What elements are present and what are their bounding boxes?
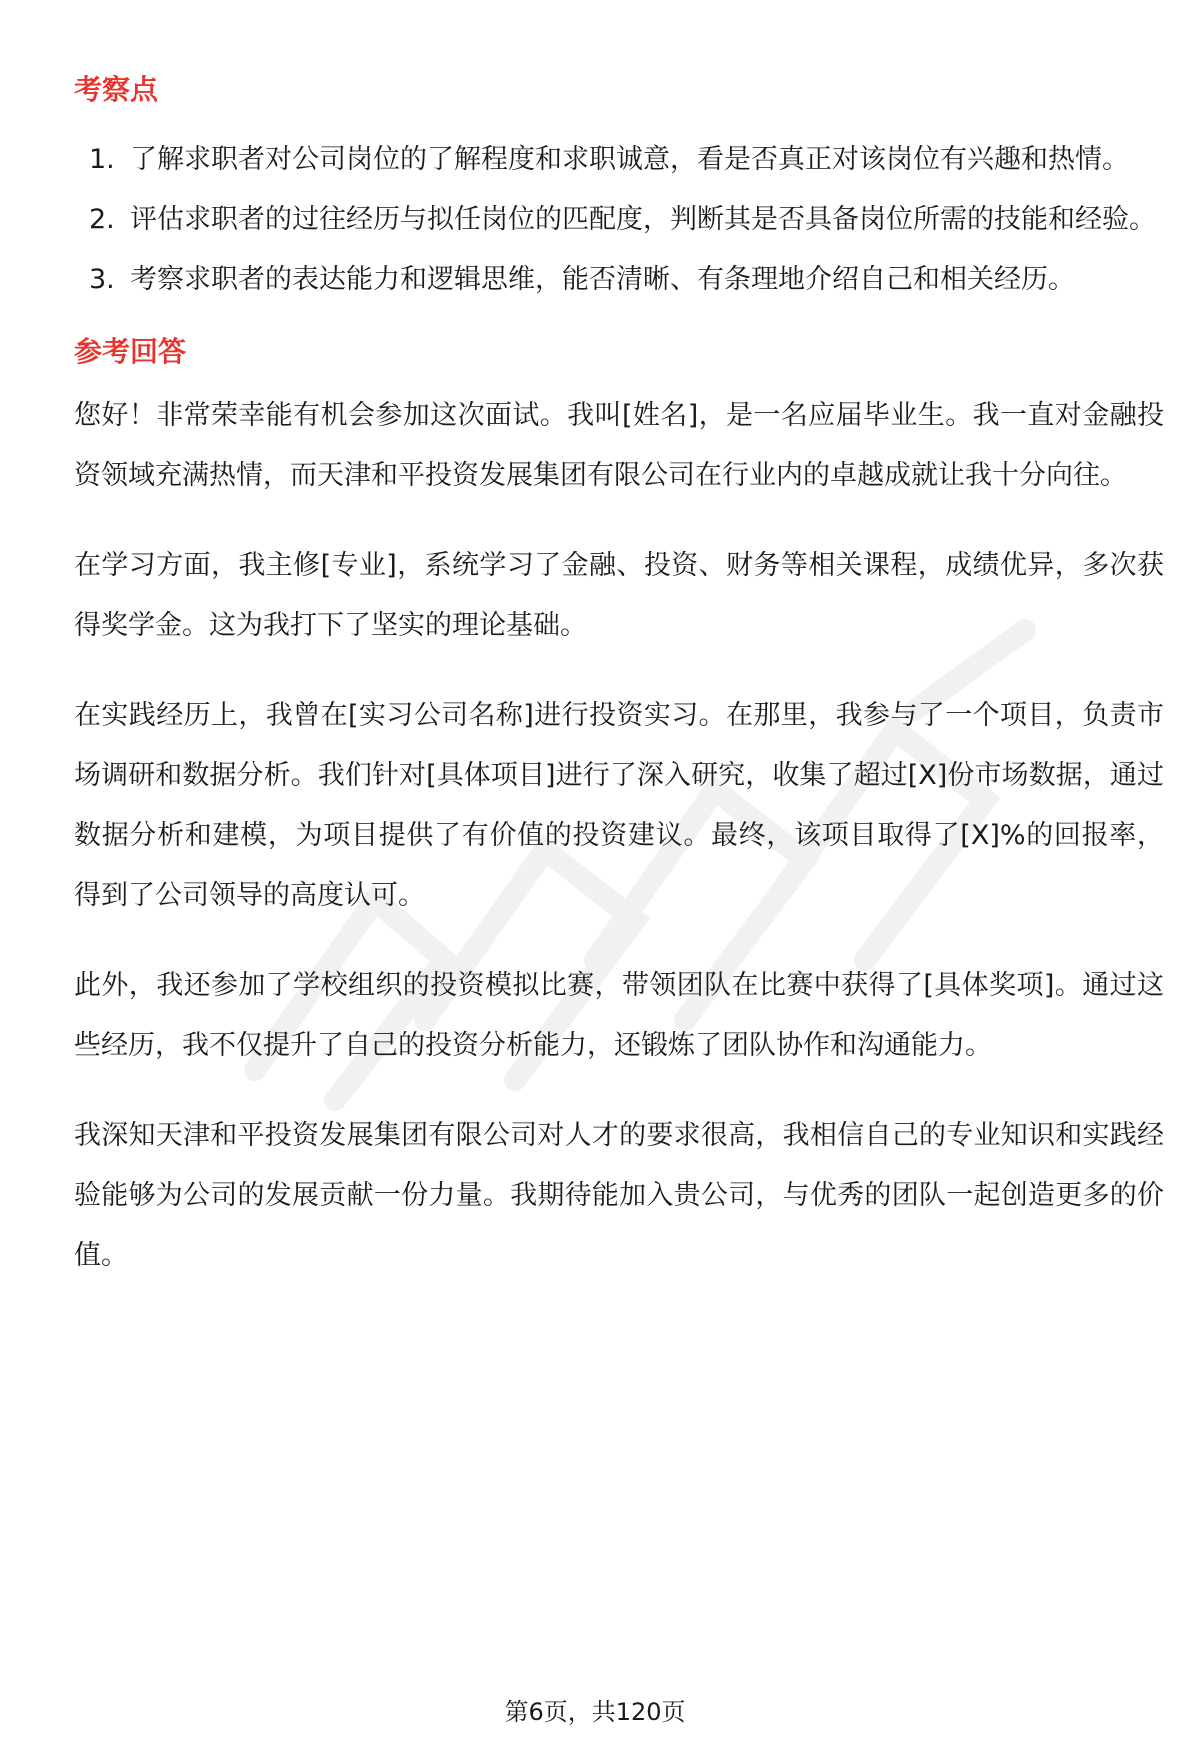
list-item-number: 3. (89, 264, 115, 295)
answer-paragraph-closing: 我深知天津和平投资发展集团有限公司对人才的要求很高，我相信自己的专业知识和实践经验能够为公司的发展贡献一份力量。我期待能加入贵公司，与优秀的团队一起创造更多的价值。 (74, 1120, 1164, 1271)
answer-paragraph-competition: 此外，我还参加了学校组织的投资模拟比赛，带领团队在比赛中获得了[具体奖项]。通过这些经历，我不仅提升了自己的投资分析能力，还锻炼了团队协作和沟通能力。 (74, 970, 1164, 1061)
page-content (74, 70, 1164, 1316)
list-item (74, 190, 1164, 250)
list-item-text: 了解求职者对公司岗位的了解程度和求职诚意，看是否真正对该岗位有兴趣和热情。 (130, 144, 1129, 175)
key-points-heading: 考察点 (74, 73, 159, 106)
answer-heading: 参考回答 (74, 335, 187, 368)
answer-paragraph-study: 在学习方面，我主修[专业]，系统学习了金融、投资、财务等相关课程，成绩优异，多次获得奖学金。这为我打下了坚实的理论基础。 (74, 550, 1164, 641)
list-item-number: 2. (89, 204, 115, 235)
answer-paragraph-intro: 您好！非常荣幸能有机会参加这次面试。我叫[姓名]，是一名应届毕业生。我一直对金融投资领域充满热情，而天津和平投资发展集团有限公司在行业内的卓越成就让我十分向往。 (74, 400, 1164, 491)
list-item (74, 250, 1164, 310)
answer-paragraph-practice: 在实践经历上，我曾在[实习公司名称]进行投资实习。在那里，我参与了一个项目，负责市场调研和数据分析。我们针对[具体项目]进行了深入研究，收集了超过[X]份市场数据，通过数据分析和建模，为项目提供了有价值的投资建议。最终，该项目取得了[X]%的回报率，得到了公司领导的高度认可。 (74, 700, 1164, 911)
list-item-text: 考察求职者的表达能力和逻辑思维，能否清晰、有条理地介绍自己和相关经历。 (130, 264, 1075, 295)
list-item-number: 1. (89, 144, 115, 175)
key-points-list (74, 130, 1164, 310)
list-item-text: 评估求职者的过往经历与拟任岗位的匹配度，判断其是否具备岗位所需的技能和经验。 (130, 204, 1156, 235)
page-number-footer: 第6页，共120页 (504, 1698, 686, 1726)
list-item (74, 130, 1164, 190)
